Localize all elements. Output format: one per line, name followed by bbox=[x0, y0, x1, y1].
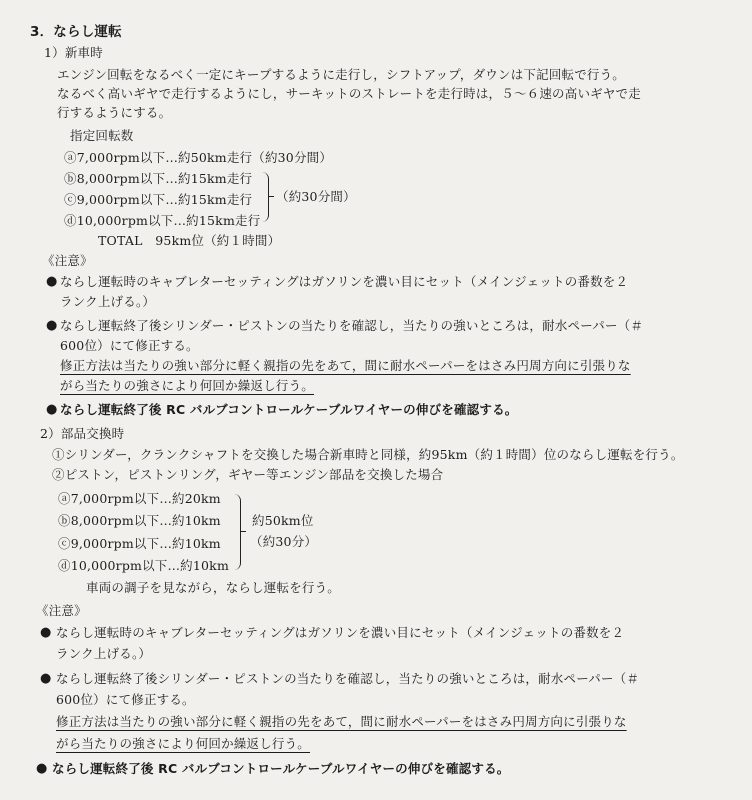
bullet-icon: ● bbox=[46, 318, 58, 333]
step-mark-c: ⓒ bbox=[58, 536, 71, 551]
part2-item2: ②ピストン，ピストンリング，ギヤー等エンジン部品を交換した場合 bbox=[52, 467, 444, 482]
part2-note2-line2: 600位）にて修正する。 bbox=[56, 692, 195, 707]
part2-item1: ①シリンダー，クランクシャフトを交換した場合新車時と同様，約95km（約１時間）位のならし運転を行う。 bbox=[52, 447, 684, 462]
part1-note3: ならし運転終了後 RC バルブコントロールケーブルワイヤーの伸びを確認する。 bbox=[60, 402, 518, 417]
part2-note1-line1: ならし運転時のキャブレターセッティングはガソリンを濃い目にセット（メインジェットの番数を２ bbox=[56, 625, 625, 640]
part1-note2-fix-line2: がら当たりの強さにより何回か繰返し行う。 bbox=[60, 378, 315, 393]
part1-step-d bbox=[64, 212, 260, 230]
part1-notes-label: 《注意》 bbox=[42, 253, 93, 268]
part2-notes-label: 《注意》 bbox=[36, 603, 87, 618]
part1-step-b bbox=[64, 170, 252, 188]
part1-intro-line1: エンジン回転をなるべく一定にキープするように走行し，シフトアップ，ダウンは下記回転で行う。 bbox=[57, 67, 626, 82]
step-mark-a: ⓐ bbox=[58, 491, 71, 506]
part1-step-a bbox=[64, 149, 332, 167]
step-mark-b: ⓑ bbox=[58, 513, 71, 528]
part1-brace-note: （約30分間） bbox=[276, 189, 356, 204]
bullet-icon: ● bbox=[40, 671, 52, 686]
part2-note2-line1: ならし運転終了後シリンダー・ピストンの当たりを確認し，当たりの強いところは，耐水ペーパー（＃ bbox=[56, 671, 640, 686]
part2-condition: 車両の調子を見ながら，ならし運転を行う。 bbox=[86, 580, 341, 595]
step-mark-b: ⓑ bbox=[64, 171, 77, 186]
part1-heading: 1）新車時 bbox=[44, 45, 103, 60]
part2-note2-fix-line2: がら当たりの強さにより何回か繰返し行う。 bbox=[56, 736, 311, 751]
step-mark-d: ⓓ bbox=[64, 213, 77, 228]
part2-note2-fix-line1: 修正方法は当たりの強い部分に軽く親指の先をあて，間に耐水ペーパーをはさみ円周方向に引張りな bbox=[56, 714, 627, 729]
part1-step-c bbox=[64, 191, 252, 209]
part1-note2-line1: ならし運転終了後シリンダー・ピストンの当たりを確認し，当たりの強いところは，耐水ペーパー（＃ bbox=[60, 318, 644, 333]
part1-brace-tip bbox=[269, 196, 274, 197]
part1-note1-line1: ならし運転時のキャブレターセッティングはガソリンを濃い目にセット（メインジェットの番数を２ bbox=[60, 274, 629, 289]
part2-note1-line2: ランク上げる。） bbox=[56, 646, 152, 661]
part1-brace bbox=[262, 172, 269, 222]
step-text-d: 10,000rpm以下…約10km bbox=[70, 558, 230, 573]
part1-intro-line2: なるべく高いギヤで走行するようにし，サーキットのストレートを走行時は，５～６速の高いギヤで走 bbox=[57, 86, 641, 101]
part1-note1-line2: ランク上げる。） bbox=[60, 294, 156, 309]
part2-step-d bbox=[58, 557, 229, 575]
step-mark-d: ⓓ bbox=[58, 558, 71, 573]
bullet-icon: ● bbox=[36, 761, 48, 776]
part2-brace-note1: 約50km位 bbox=[252, 513, 314, 528]
part1-note2-line2: 600位）にて修正する。 bbox=[60, 338, 199, 353]
part2-step-b bbox=[58, 512, 221, 530]
bullet-icon: ● bbox=[46, 274, 58, 289]
step-mark-a: ⓐ bbox=[64, 150, 77, 165]
part1-spec-label: 指定回転数 bbox=[70, 128, 134, 143]
step-text-b: 8,000rpm以下…約15km走行 bbox=[76, 171, 253, 186]
part2-step-c bbox=[58, 535, 221, 553]
part2-heading: 2）部品交換時 bbox=[40, 426, 125, 441]
part2-brace-note2: （約30分） bbox=[250, 534, 318, 549]
bullet-icon: ● bbox=[40, 625, 52, 640]
step-text-c: 9,000rpm以下…約15km走行 bbox=[76, 192, 253, 207]
part1-note2-fix-line1: 修正方法は当たりの強い部分に軽く親指の先をあて，間に耐水ペーパーをはさみ円周方向に引張りな bbox=[60, 358, 631, 373]
step-text-c: 9,000rpm以下…約10km bbox=[70, 536, 221, 551]
step-text-a: 7,000rpm以下…約50km走行（約30分間） bbox=[76, 150, 333, 165]
step-text-d: 10,000rpm以下…約15km走行 bbox=[76, 213, 261, 228]
part1-total: TOTAL 95km位（約１時間） bbox=[98, 233, 281, 248]
part2-brace-tip bbox=[241, 531, 246, 532]
bullet-icon: ● bbox=[46, 402, 58, 417]
part1-intro-line3: 行するようにする。 bbox=[57, 105, 172, 120]
part2-step-a bbox=[58, 490, 221, 508]
step-text-a: 7,000rpm以下…約20km bbox=[70, 491, 221, 506]
section-title: 3．ならし運転 bbox=[30, 24, 122, 40]
step-mark-c: ⓒ bbox=[64, 192, 77, 207]
part2-brace bbox=[234, 494, 241, 570]
step-text-b: 8,000rpm以下…約10km bbox=[70, 513, 221, 528]
part2-note3: ならし運転終了後 RC バルブコントロールケーブルワイヤーの伸びを確認する。 bbox=[52, 761, 510, 776]
